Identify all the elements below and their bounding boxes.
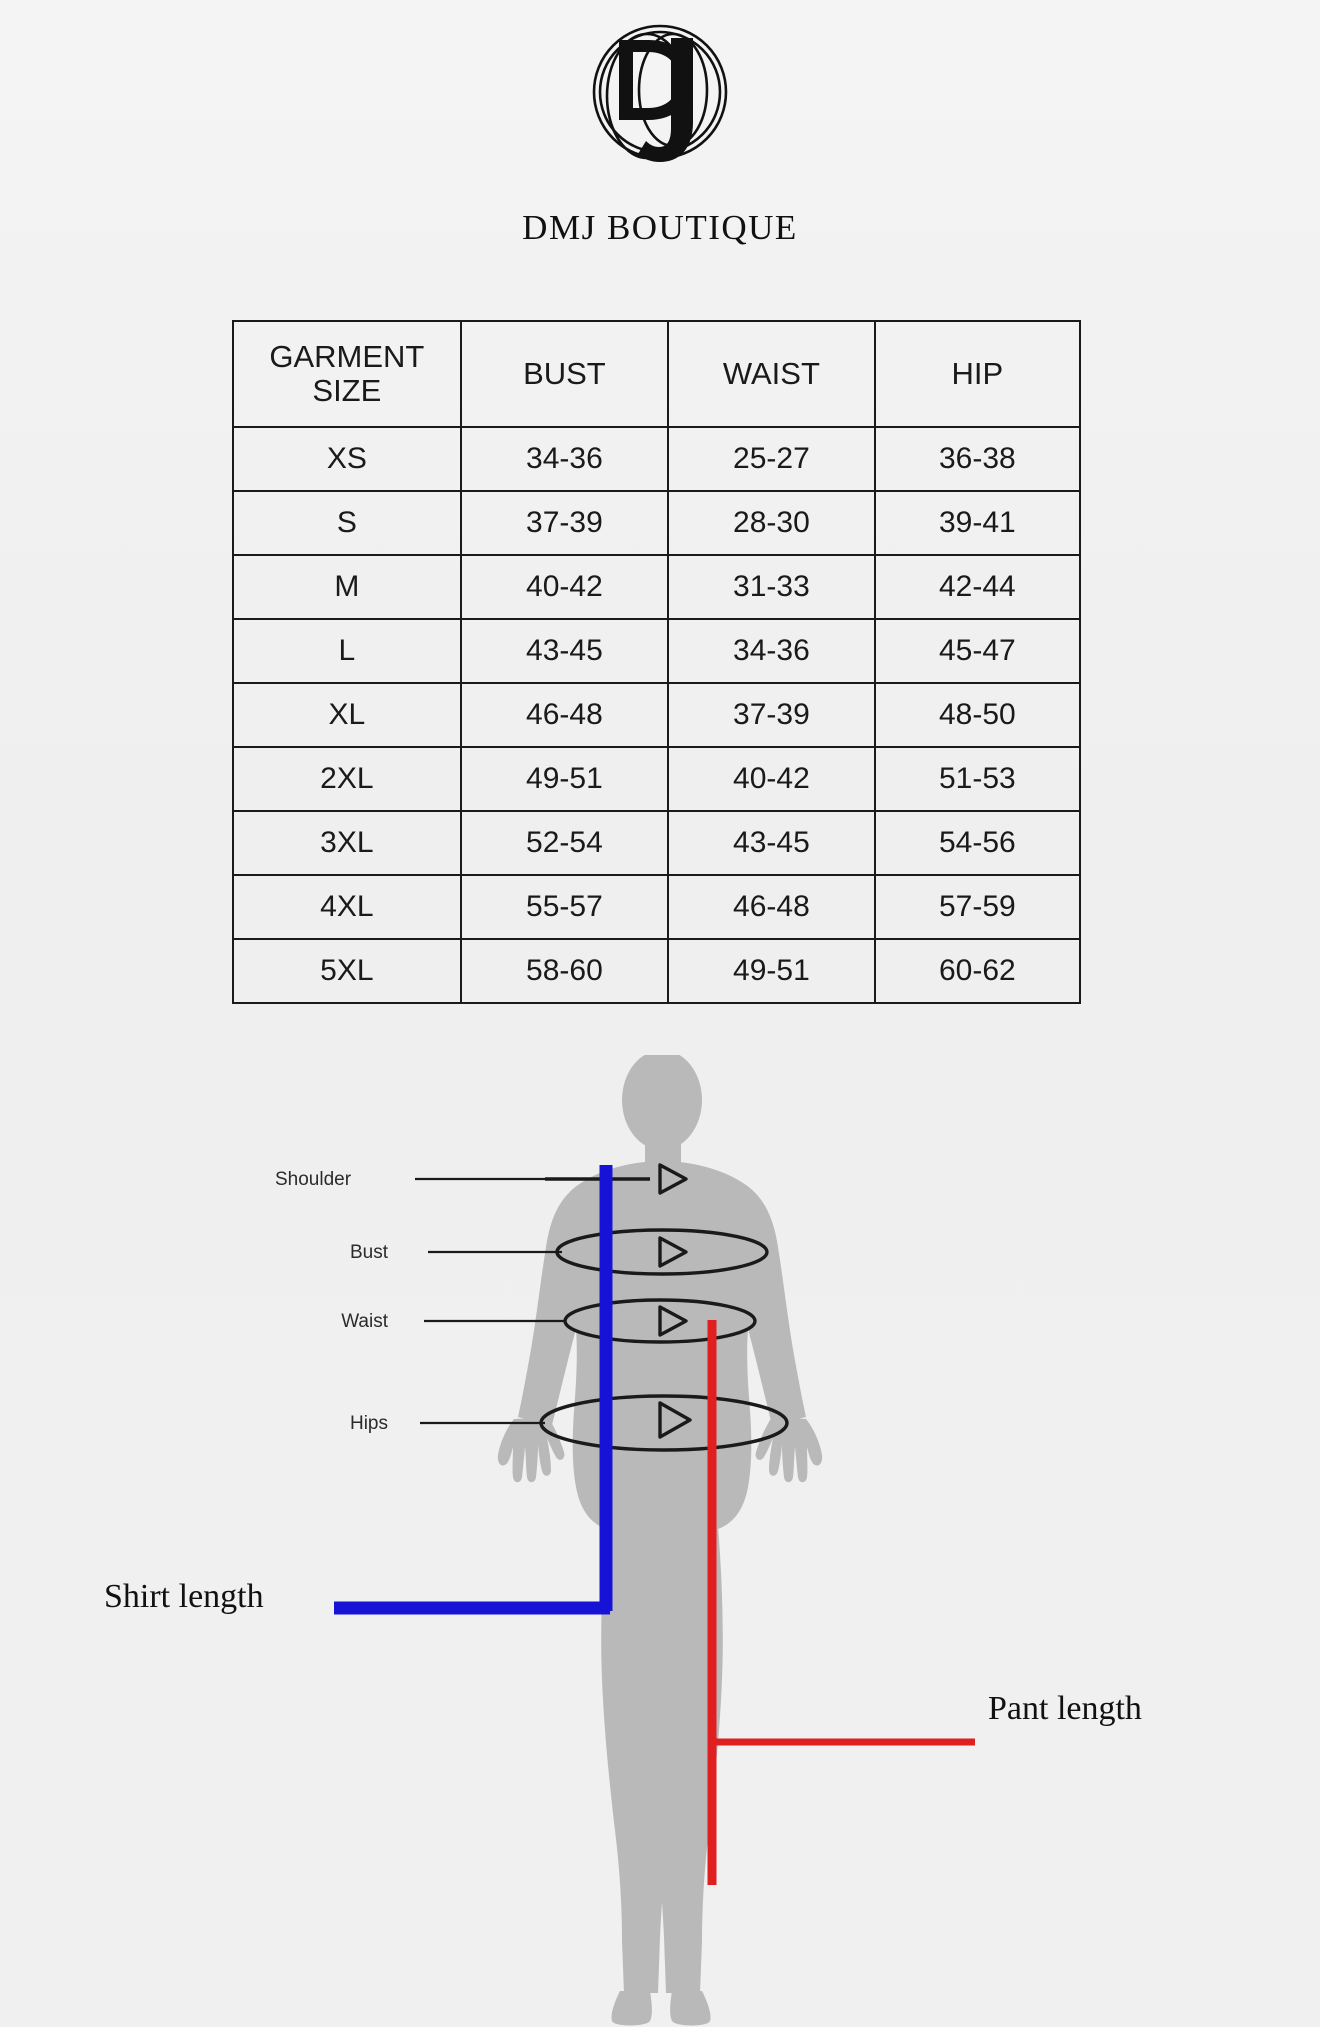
cell-hip: 54-56 <box>875 811 1080 875</box>
cell-size: 3XL <box>233 811 461 875</box>
table-header-row <box>233 321 1080 427</box>
cell-waist: 25-27 <box>668 427 875 491</box>
cell-size: 2XL <box>233 747 461 811</box>
cell-waist: 49-51 <box>668 939 875 1003</box>
cell-bust: 58-60 <box>461 939 668 1003</box>
cell-size: 4XL <box>233 875 461 939</box>
cell-waist: 31-33 <box>668 555 875 619</box>
cell-hip: 39-41 <box>875 491 1080 555</box>
cell-hip: 42-44 <box>875 555 1080 619</box>
table-row <box>233 491 1080 555</box>
cell-bust: 55-57 <box>461 875 668 939</box>
table-row <box>233 555 1080 619</box>
cell-hip: 48-50 <box>875 683 1080 747</box>
cell-bust: 46-48 <box>461 683 668 747</box>
cell-hip: 36-38 <box>875 427 1080 491</box>
column-header-bust: BUST <box>461 321 668 427</box>
measurement-diagram <box>0 1055 1320 2027</box>
column-header-line2: SIZE <box>312 373 382 409</box>
cell-size: 5XL <box>233 939 461 1003</box>
label-waist: Waist <box>341 1311 388 1332</box>
cell-waist: 43-45 <box>668 811 875 875</box>
cell-hip: 45-47 <box>875 619 1080 683</box>
cell-waist: 28-30 <box>668 491 875 555</box>
cell-size: XS <box>233 427 461 491</box>
column-header-hip: HIP <box>875 321 1080 427</box>
cell-size: M <box>233 555 461 619</box>
table-row <box>233 427 1080 491</box>
cell-size: S <box>233 491 461 555</box>
dmj-monogram-icon <box>575 14 745 199</box>
table-row <box>233 811 1080 875</box>
pant-length-label: Pant length <box>988 1690 1142 1727</box>
cell-bust: 40-42 <box>461 555 668 619</box>
cell-waist: 40-42 <box>668 747 875 811</box>
cell-size: L <box>233 619 461 683</box>
table-row <box>233 683 1080 747</box>
brand-header <box>0 0 1320 248</box>
size-chart-table-wrap <box>232 320 1081 1004</box>
cell-bust: 52-54 <box>461 811 668 875</box>
size-chart-table <box>232 320 1081 1004</box>
cell-bust: 37-39 <box>461 491 668 555</box>
brand-name: DMJ BOUTIQUE <box>522 208 798 247</box>
cell-hip: 60-62 <box>875 939 1080 1003</box>
cell-size: XL <box>233 683 461 747</box>
label-shoulder: Shoulder <box>274 1169 352 1190</box>
table-row <box>233 875 1080 939</box>
cell-waist: 34-36 <box>668 619 875 683</box>
cell-bust: 34-36 <box>461 427 668 491</box>
cell-hip: 57-59 <box>875 875 1080 939</box>
table-row <box>233 747 1080 811</box>
body-silhouette-icon <box>498 1055 822 2026</box>
label-bust: Bust <box>349 1242 388 1263</box>
cell-waist: 46-48 <box>668 875 875 939</box>
cell-bust: 49-51 <box>461 747 668 811</box>
table-row <box>233 619 1080 683</box>
column-header-garment-size <box>233 321 461 427</box>
cell-waist: 37-39 <box>668 683 875 747</box>
cell-bust: 43-45 <box>461 619 668 683</box>
shirt-length-label: Shirt length <box>104 1578 264 1615</box>
cell-hip: 51-53 <box>875 747 1080 811</box>
table-row <box>233 939 1080 1003</box>
column-header-line1: GARMENT <box>269 339 425 374</box>
column-header-waist: WAIST <box>668 321 875 427</box>
label-hips: Hips <box>349 1413 388 1434</box>
